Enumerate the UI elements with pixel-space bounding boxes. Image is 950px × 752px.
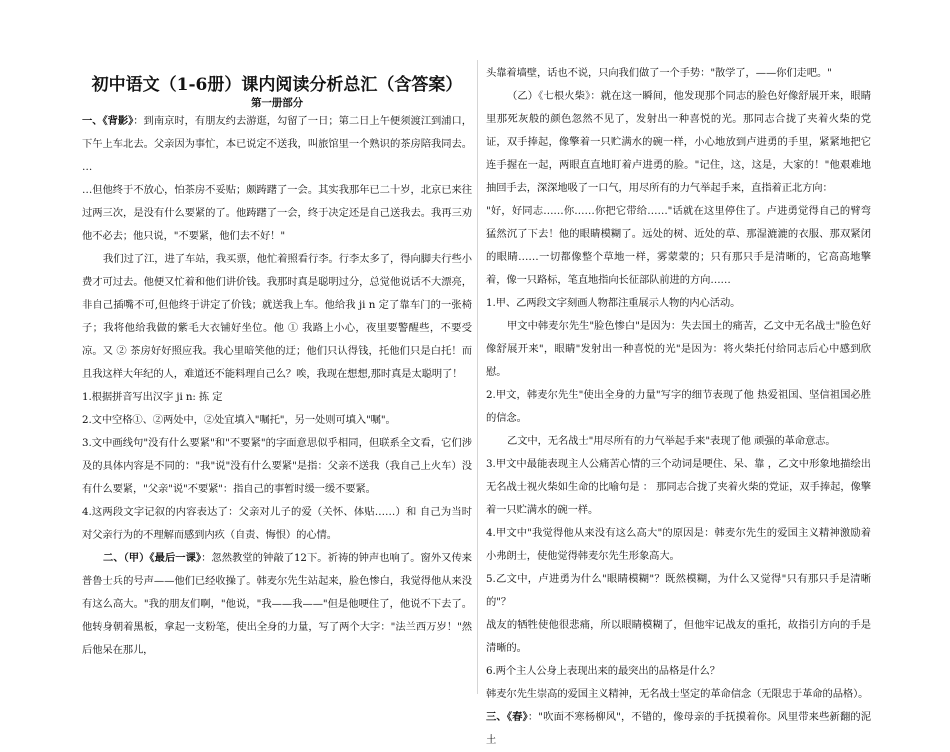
right-answer-2: 乙文中，无名战士"用尽所有的力气举起手来"表现了他 顽强的革命意志。 [507,435,836,447]
section-1-paragraph-2: …但他终于不放心，怕茶房不妥贴；颇踌躇了一会。其实我那年已二十岁，北京已来往过两三次，是没有什么要紧的了。他踌躇了一会，终于决定还是自己送我去。我再三劝他不必去；他只说，"不要紧，他们去不好！" [82,184,472,242]
right-question-4: 4.甲文中"我觉得他从来没有这么高大"的原因是：韩麦尔先生的爱国主义精神激励着小弗朗士，使他觉得韩麦尔先生形象高大。 [486,527,871,562]
section-1-question-3: 3.文中画线句"没有什么要紧"和"不要紧"的字面意思似乎相同，但联系全文看，它们涉及的具体内容是不同的："我"说"没有什么要紧"是指：父亲不送我（我自己上火车）没有什么要紧，"父亲"说"不要紧"：指自己的事暂时缓一缓不要紧。 [82,437,472,495]
right-paragraph-3: "好，好同志……你……你把它带给……"话就在这里停住了。卢进勇觉得自己的臂弯猛然沉了下去！他的眼睛模糊了。远处的树、近处的草、那湿漉漉的衣服、那双紧闭的眼睛……一切都像整个草地一样，雾蒙蒙的；只有那只手是清晰的，它高高地擎着，像一只路标，笔直地指向长征部队前进的方向…… [486,205,871,286]
column-divider [477,60,478,694]
section-2-text-1: ：忽然教堂的钟敲了12下。祈祷的钟声也响了。窗外又传来普鲁士兵的号声——他们已经收操了。韩麦尔先生站起来，脸色惨白，我觉得他从来没有这么高大。"我的朋友们啊，"他说，"我——我——"但是他哽住了，他说不下去了。他转身朝着黑板，拿起一支粉笔，使出全身的力量，写了两个大字："法兰西万岁！"然后他呆在那儿， [82,552,472,656]
section-1-paragraph-3: 我们过了江，进了车站，我买票，他忙着照看行李。行李太多了，得向脚夫行些小费才可过去。他便又忙着和他们讲价钱。我那时真是聪明过分，总觉他说话不大漂亮，非自己插嘴不可,但他终于讲定了价钱；就送我上车。他给我 ji n 定了靠车门的一张椅子；我将他给我做的紫毛大衣铺好坐位。他 ① 我路上小心，夜里要警醒些，不要受凉。又 ② 茶房好好照应我。我心里暗笑他的迂；他们只认得钱，托他们只是白托！而且我这样大年纪的人，难道还不能料理自己么？唉，我现在想想,那时真是太聪明了！ [82,253,472,380]
right-question-5: 5.乙文中，卢进勇为什么"眼睛模糊"？既然模糊，为什么又觉得"只有那只手是清晰的"？ [486,573,871,608]
right-question-6: 6.两个主人公身上表现出来的最突出的品格是什么？ [486,665,720,677]
document-title: 初中语文（1-6册）课内阅读分析总汇（含答案） [91,75,463,95]
right-question-2: 2.甲文，韩麦尔先生"使出全身的力量"写字的细节表现了他 热爱祖国、坚信祖国必胜的信念。 [486,389,871,424]
right-answer-6: 韩麦尔先生崇高的爱国主义精神，无名战士坚定的革命信念（无限忠于革命的品格）。 [486,688,869,700]
section-1-paragraph-1 [82,110,472,179]
section-1-text-1: ：到南京时，有朋友约去游逛，勾留了一日；第二日上午便须渡江到浦口，下午上车北去。父亲因为事忙，本已说定不送我，叫旅馆里一个熟识的茶房陪我同去。 … [82,115,472,173]
section-3-heading: 三、《春》 [486,711,528,723]
section-3-text-1: ："吹面不寒杨柳风"，不错的，像母亲的手抚摸着你。风里带来些新翻的泥土 [486,711,872,746]
right-paragraph-1: 头靠着墙壁，话也不说，只向我们做了一个手势："散学了，——你们走吧。" [486,67,832,79]
section-3-paragraph-1 [486,706,871,752]
section-1-question-2: 2.文中空格①、②两处中，②处宜填入"嘱托"，另一处则可填入"嘱"。 [82,414,396,426]
section-1-question-4: 4.这两段文字记叙的内容表达了：父亲对儿子的爱（关怀、体贴……）和 自己为当时对父亲行为的不理解而感到内疚（自责、悔恨）的心情。 [82,506,472,541]
right-question-3: 3.甲文中最能表现主人公痛苦心情的三个动词是哽住、呆、靠 ，乙文中形象地描绘出无名战士视火柴如生命的比喻句是 ： 那同志合拢了夹着火柴的党证，双手捧起，像擎着一只贮满水的碗一样。 [486,458,871,516]
right-question-1: 1.甲、乙两段文字刻画人物都注重展示人物的内心活动。 [486,297,741,309]
right-paragraph-2: （乙）《七根火柴》：就在这一瞬间，他发现那个同志的脸色好像舒展开来，眼睛里那死灰般的颜色忽然不见了，发射出一种喜悦的光。那同志合拢了夹着火柴的党证，双手捧起，像擎着一只贮满水的碗一样，小心地放到卢进勇的手里，紧紧地把它连手握在一起，两眼直直地盯着卢进勇的脸。"记住，这，这是，大家的！"他艰难地抽回手去，深深地吸了一口气，用尽所有的力气举起手来，直指着正北方向： [486,90,871,194]
right-answer-5: 战友的牺牲使他很悲痛，所以眼睛模糊了，但他牢记战友的重托，故指引方向的手是清晰的。 [486,619,871,654]
section-1-heading: 一、《背影》 [82,115,134,127]
right-column [486,62,871,752]
part-heading: 第一册部分 [251,97,303,109]
section-2-paragraph-1 [82,547,472,662]
section-2-heading: 二、（甲）《最后一课》 [103,552,202,564]
left-column [82,96,472,662]
section-1-question-1: 1.根据拼音写出汉字 ji n: 拣 定 [82,391,223,403]
right-answer-1: 甲文中韩麦尔先生"脸色惨白"是因为：失去国土的痛苦，乙文中无名战士"脸色好像舒展开来"，眼睛"发射出一种喜悦的光"是因为：将火柴托付给同志后心中感到欣慰。 [486,320,871,378]
